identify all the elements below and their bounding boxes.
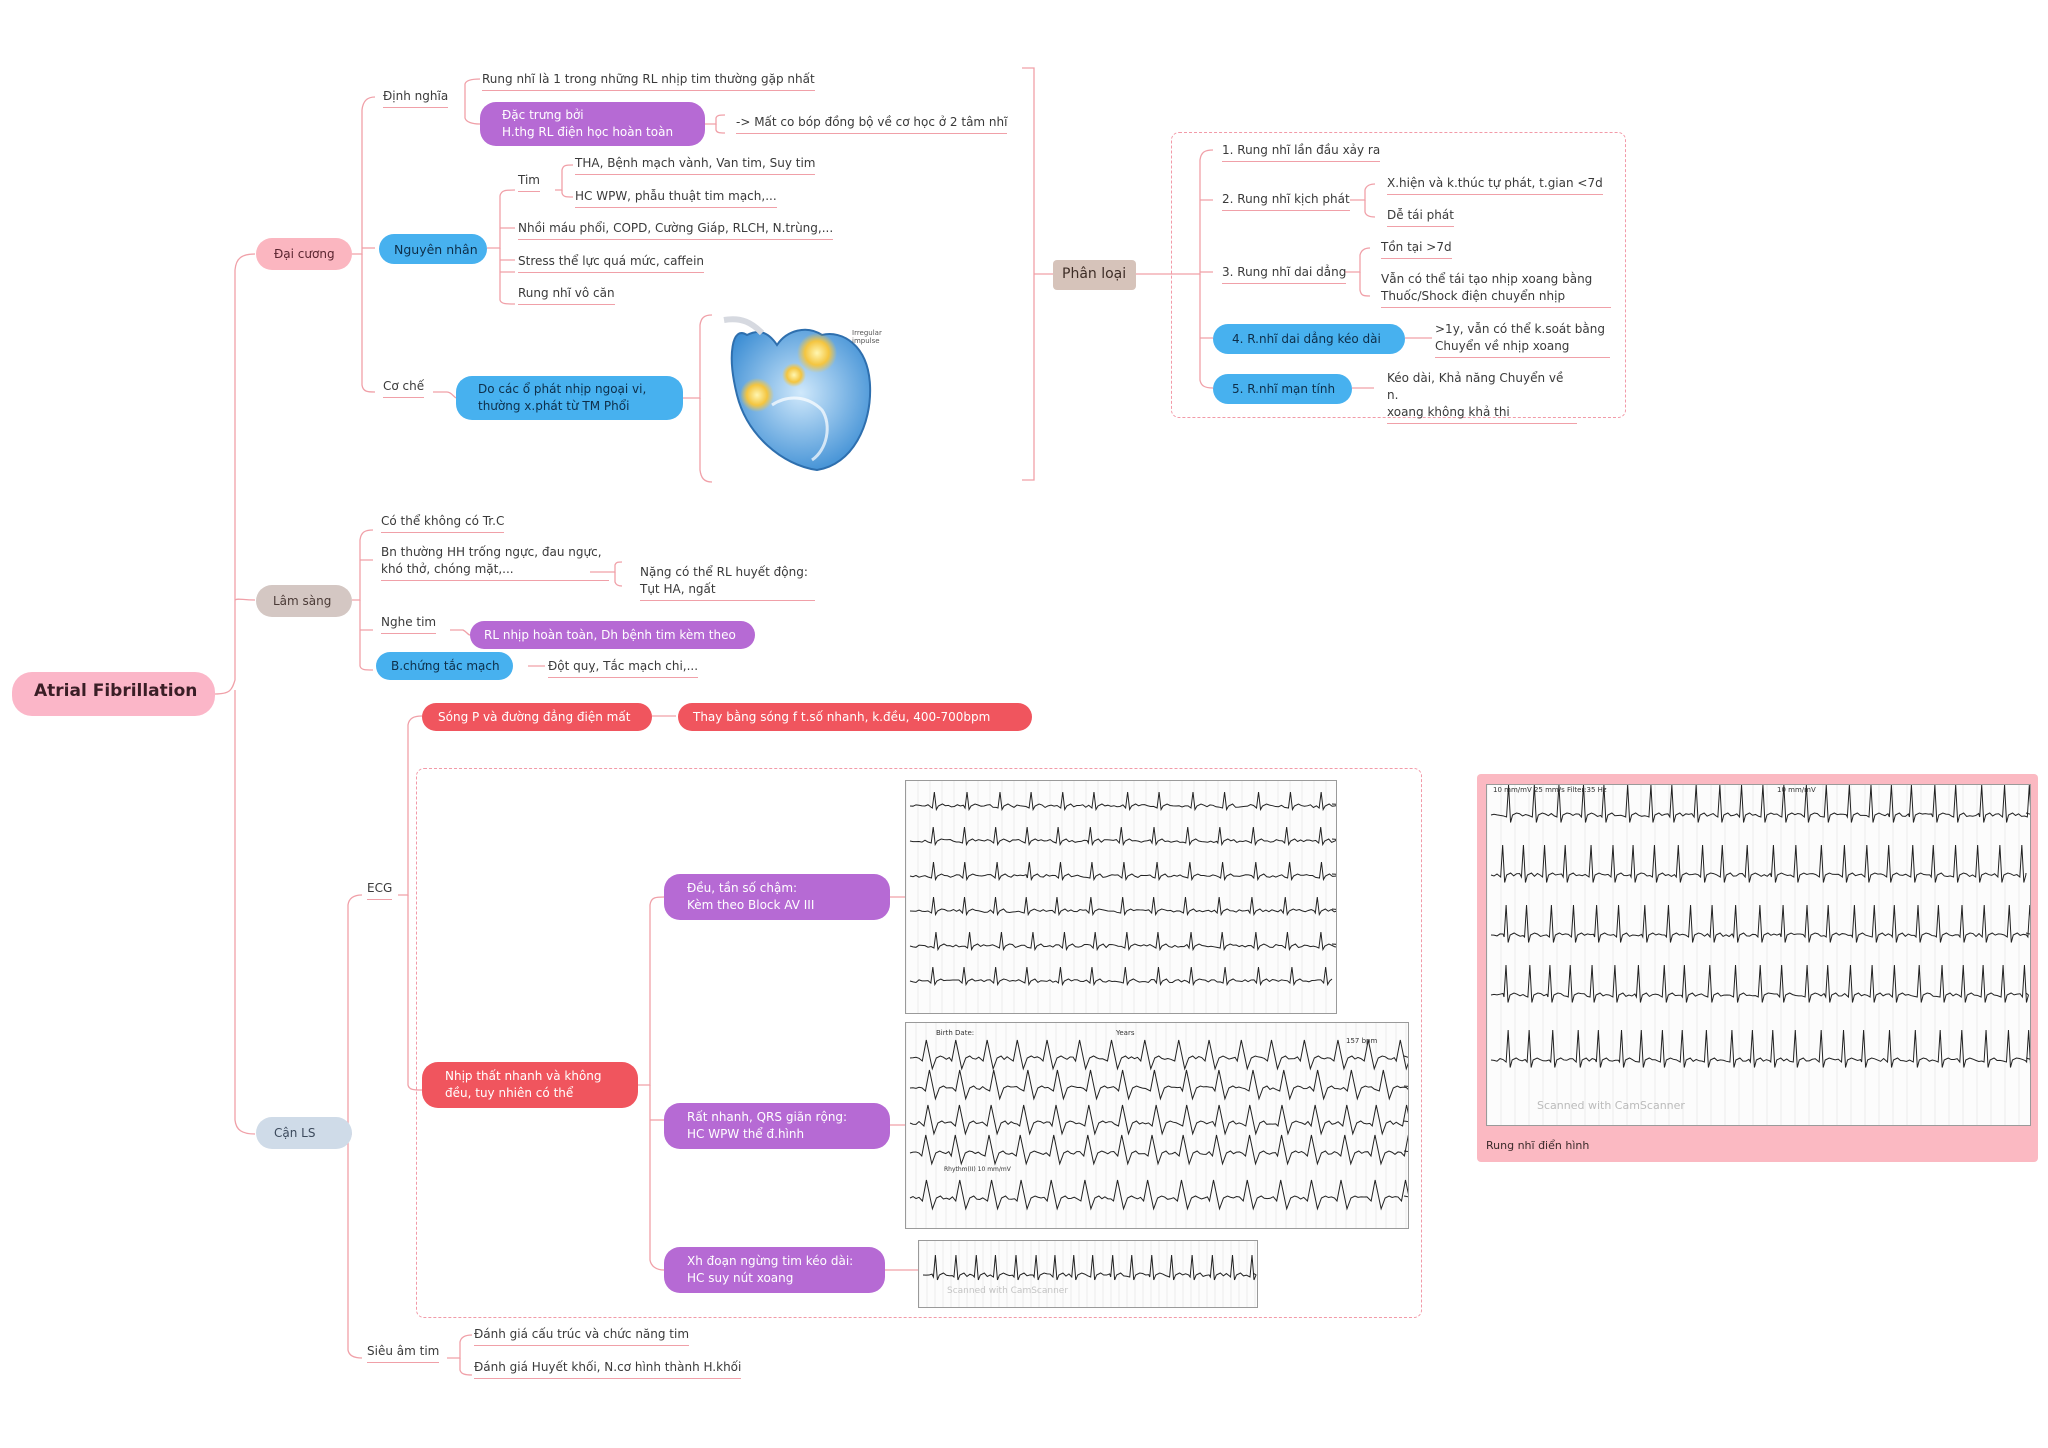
ecg-trace	[910, 1040, 1408, 1069]
ecg-image-wpw	[905, 1022, 1409, 1229]
cause-tim-2[interactable]: HC WPW, phẫu thuật tim mạch,...	[575, 188, 777, 208]
bchung-detail[interactable]: Đột quỵ, Tắc mạch chi,...	[548, 658, 698, 678]
node-dai-cuong[interactable]: Đại cương	[256, 238, 352, 270]
cause-other-1[interactable]: Nhồi máu phổi, COPD, Cường Giáp, RLCH, N.trùng,...	[518, 220, 833, 240]
node-nghe-tim[interactable]: Nghe tim	[381, 614, 436, 634]
cause-tim[interactable]: Tim	[518, 172, 540, 192]
node-co-che-detail[interactable]: Do các ổ phát nhịp ngoại vi, thường x.phát từ TM Phổi	[456, 376, 683, 420]
class-3-detail-2[interactable]: Vẫn có thể tái tạo nhịp xoang bằng Thuốc/Shock điện chuyển nhịp	[1381, 271, 1611, 308]
node-nguyen-nhan[interactable]: Nguyên nhân	[379, 234, 487, 264]
consequence-text[interactable]: -> Mất co bóp đồng bộ về cơ học ở 2 tâm nhĩ	[736, 114, 1007, 134]
class-5[interactable]: 5. R.nhĩ mạn tính	[1213, 374, 1352, 404]
sieu-am-item-1[interactable]: Đánh giá cấu trúc và chức năng tim	[474, 1326, 689, 1346]
ecg-p-wave[interactable]: Sóng P và đường đẳng điện mất	[422, 703, 652, 731]
ecg-typical-header-2: 10 mm/mV	[1777, 786, 1816, 794]
class-2-detail-2[interactable]: Dễ tái phát	[1387, 207, 1454, 227]
ecg-trace	[910, 932, 1336, 950]
ecg-case-3[interactable]: Xh đoạn ngừng tim kéo dài: HC suy nút xoang	[664, 1247, 885, 1293]
heart-illustration	[712, 315, 882, 482]
node-bchung[interactable]: B.chứng tắc mạch	[376, 652, 513, 680]
ecg-image-sick-sinus	[918, 1240, 1258, 1308]
cause-tim-1[interactable]: THA, Bệnh mạch vành, Van tim, Suy tim	[575, 155, 815, 175]
ecg-typical-header-1: 10 mm/mV 25 mm/s Filter:35 Hz	[1493, 786, 1607, 794]
ecg-trace	[910, 1070, 1408, 1099]
class-2[interactable]: 2. Rung nhĩ kịch phát	[1222, 191, 1350, 211]
ecg-trace	[910, 827, 1336, 845]
ecg-wpw-rate: 157 bpm	[1346, 1037, 1378, 1045]
ecg-trace	[910, 1135, 1408, 1164]
class-1[interactable]: 1. Rung nhĩ lần đầu xảy ra	[1222, 142, 1380, 162]
root-node[interactable]: Atrial Fibrillation	[12, 672, 215, 716]
watermark-large: Scanned with CamScanner	[1537, 1099, 1685, 1112]
class-3-detail-1[interactable]: Tồn tại >7d	[1381, 239, 1452, 259]
node-co-che[interactable]: Cơ chế	[383, 378, 424, 398]
ecg-wpw-rhythm: Rhythm(II) 10 mm/mV	[944, 1166, 1011, 1173]
ecg-trace	[910, 1180, 1408, 1209]
class-4[interactable]: 4. R.nhĩ dai dẳng kéo dài	[1213, 324, 1405, 354]
lam-sang-item-1[interactable]: Có thể không có Tr.C	[381, 513, 504, 533]
ecg-trace	[910, 862, 1336, 880]
lam-sang-severe[interactable]: Nặng có thể RL huyết động: Tụt HA, ngất	[640, 564, 815, 601]
class-2-detail-1[interactable]: X.hiện và k.thúc tự phát, t.gian <7d	[1387, 175, 1603, 195]
ecg-case-2[interactable]: Rất nhanh, QRS giãn rộng: HC WPW thể đ.hình	[664, 1103, 890, 1149]
node-phan-loai[interactable]: Phân loại	[1053, 260, 1136, 290]
node-sieu-am[interactable]: Siêu âm tim	[367, 1343, 439, 1363]
cause-other-2[interactable]: Stress thể lực quá mức, caffein	[518, 253, 704, 273]
ecg-trace	[910, 897, 1336, 915]
sieu-am-item-2[interactable]: Đánh giá Huyết khối, N.cơ hình thành H.khối	[474, 1359, 741, 1379]
node-ecg[interactable]: ECG	[367, 880, 392, 900]
heart-image-label: Irregular impulse	[852, 329, 882, 345]
ecg-trace	[923, 1255, 1256, 1280]
lam-sang-item-2[interactable]: Bn thường HH trống ngực, đau ngực, khó thở, chóng mặt,...	[381, 544, 609, 581]
class-5-detail[interactable]: Kéo dài, Khả năng Chuyển về n. xoang không khả thi	[1387, 370, 1577, 424]
class-4-detail[interactable]: >1y, vẫn có thể k.soát bằng Chuyển về nhịp xoang	[1435, 321, 1610, 358]
definition-text[interactable]: Rung nhĩ là 1 trong những RL nhịp tim thường gặp nhất	[482, 71, 815, 91]
typical-af-panel	[1477, 774, 2038, 1162]
ecg-wpw-header-1: Birth Date:	[936, 1029, 975, 1037]
cause-other-3[interactable]: Rung nhĩ vô căn	[518, 285, 615, 305]
ecg-wpw-header-2: Years	[1116, 1029, 1135, 1037]
ecg-f-wave[interactable]: Thay bằng sóng f t.số nhanh, k.đều, 400-700bpm	[678, 703, 1032, 731]
ecg-trace	[910, 1105, 1408, 1134]
node-dinh-nghia[interactable]: Định nghĩa	[383, 88, 448, 108]
node-can-ls[interactable]: Cận LS	[256, 1117, 352, 1149]
watermark-small: Scanned with CamScanner	[947, 1286, 1069, 1296]
node-lam-sang[interactable]: Lâm sàng	[256, 585, 352, 617]
nghe-tim-detail[interactable]: RL nhịp hoàn toàn, Dh bệnh tim kèm theo	[470, 621, 755, 649]
class-3[interactable]: 3. Rung nhĩ dai dẳng	[1222, 264, 1346, 284]
typical-af-caption: Rung nhĩ điển hình	[1486, 1139, 1590, 1152]
ecg-image-block-av	[905, 780, 1337, 1014]
node-dac-trung[interactable]: Đặc trưng bởi H.thg RL điện học hoàn toàn	[480, 102, 705, 146]
ecg-ventricular[interactable]: Nhịp thất nhanh và không đều, tuy nhiên có thể	[422, 1062, 638, 1108]
ecg-trace	[1491, 965, 2028, 1003]
ecg-trace	[910, 792, 1336, 810]
ecg-image-typical	[1486, 784, 2031, 1126]
ecg-trace	[910, 967, 1332, 985]
ecg-case-1[interactable]: Đều, tần số chậm: Kèm theo Block AV III	[664, 874, 890, 920]
